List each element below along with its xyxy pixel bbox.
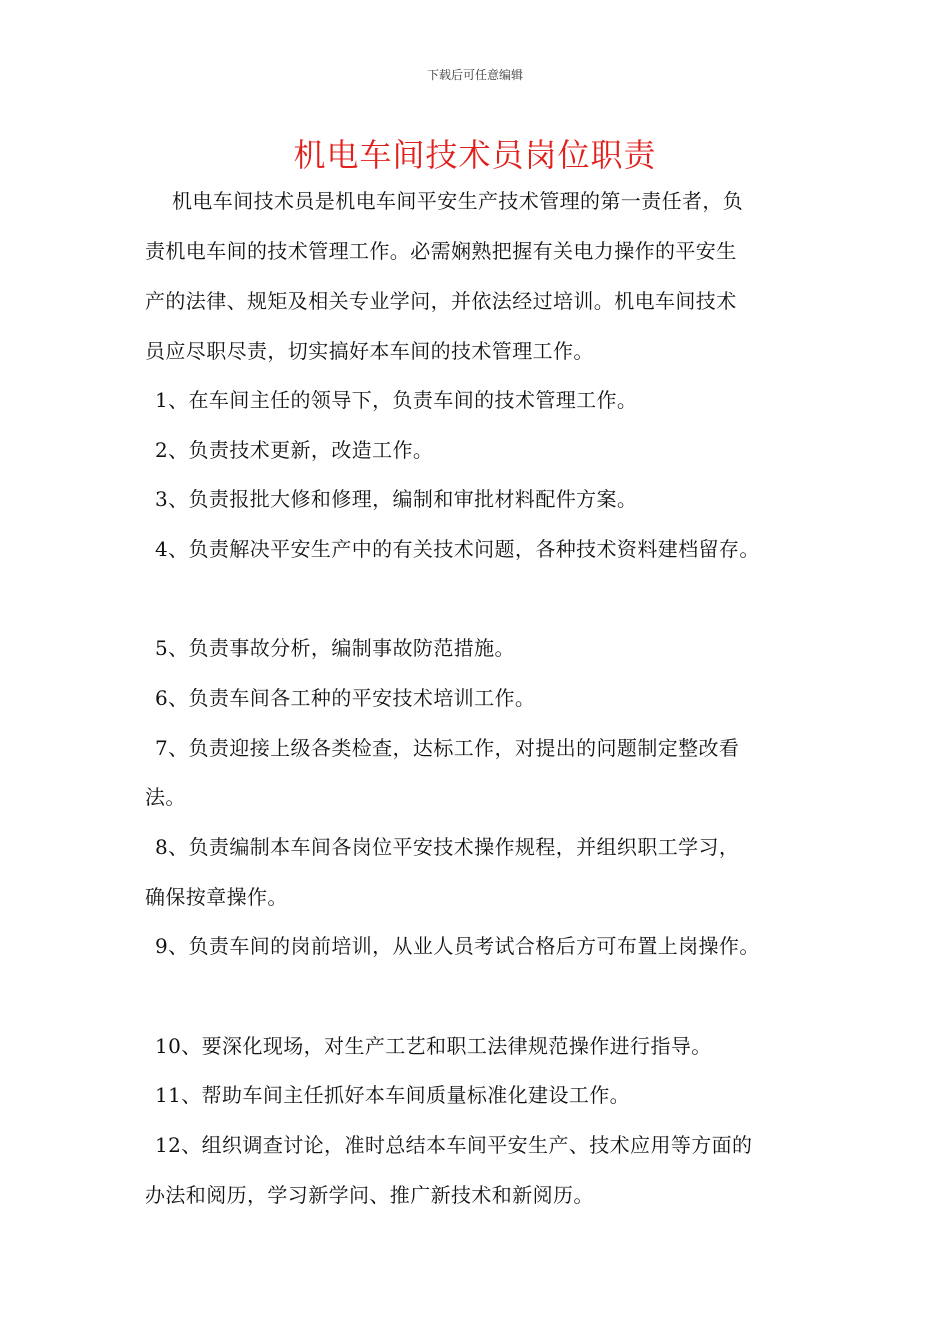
intro-line: 机电车间技术员是机电车间平安生产技术管理的第一责任者，负 [172, 189, 744, 213]
duty-item-6: 6、负责车间各工种的平安技术培训工作。 [155, 686, 536, 710]
duty-item-5: 5、负责事故分析，编制事故防范措施。 [155, 636, 515, 660]
duty-item-8: 8、负责编制本车间各岗位平安技术操作规程，并组织职工学习， [155, 835, 740, 859]
duty-item-7: 7、负责迎接上级各类检查，达标工作，对提出的问题制定整改看 [155, 736, 740, 760]
duty-item-7-continued: 法。 [145, 785, 186, 809]
intro-line: 责机电车间的技术管理工作。必需娴熟把握有关电力操作的平安生 [145, 239, 737, 263]
duty-item-12-continued: 办法和阅历，学习新学问、推广新技术和新阅历。 [145, 1183, 594, 1207]
intro-line: 员应尽职尽责，切实搞好本车间的技术管理工作。 [145, 339, 594, 363]
duty-item-9: 9、负责车间的岗前培训，从业人员考试合格后方可布置上岗操作。 [155, 934, 760, 958]
duty-item-3: 3、负责报批大修和修理，编制和审批材料配件方案。 [155, 487, 638, 511]
duty-item-10: 10、要深化现场，对生产工艺和职工法律规范操作进行指导。 [155, 1034, 712, 1058]
duty-item-11: 11、帮助车间主任抓好本车间质量标准化建设工作。 [155, 1083, 631, 1107]
duty-item-2: 2、负责技术更新，改造工作。 [155, 438, 434, 462]
duty-item-4: 4、负责解决平安生产中的有关技术问题，各种技术资料建档留存。 [155, 537, 760, 561]
duty-item-1: 1、在车间主任的领导下，负责车间的技术管理工作。 [155, 388, 638, 412]
document-title: 机电车间技术员岗位职责 [293, 136, 657, 174]
duty-item-12: 12、组织调查讨论，准时总结本车间平安生产、技术应用等方面的 [155, 1133, 753, 1157]
header-note: 下载后可任意编辑 [426, 68, 523, 82]
intro-line: 产的法律、规矩及相关专业学问，并依法经过培训。机电车间技术 [145, 289, 737, 313]
duty-item-8-continued: 确保按章操作。 [145, 885, 288, 909]
